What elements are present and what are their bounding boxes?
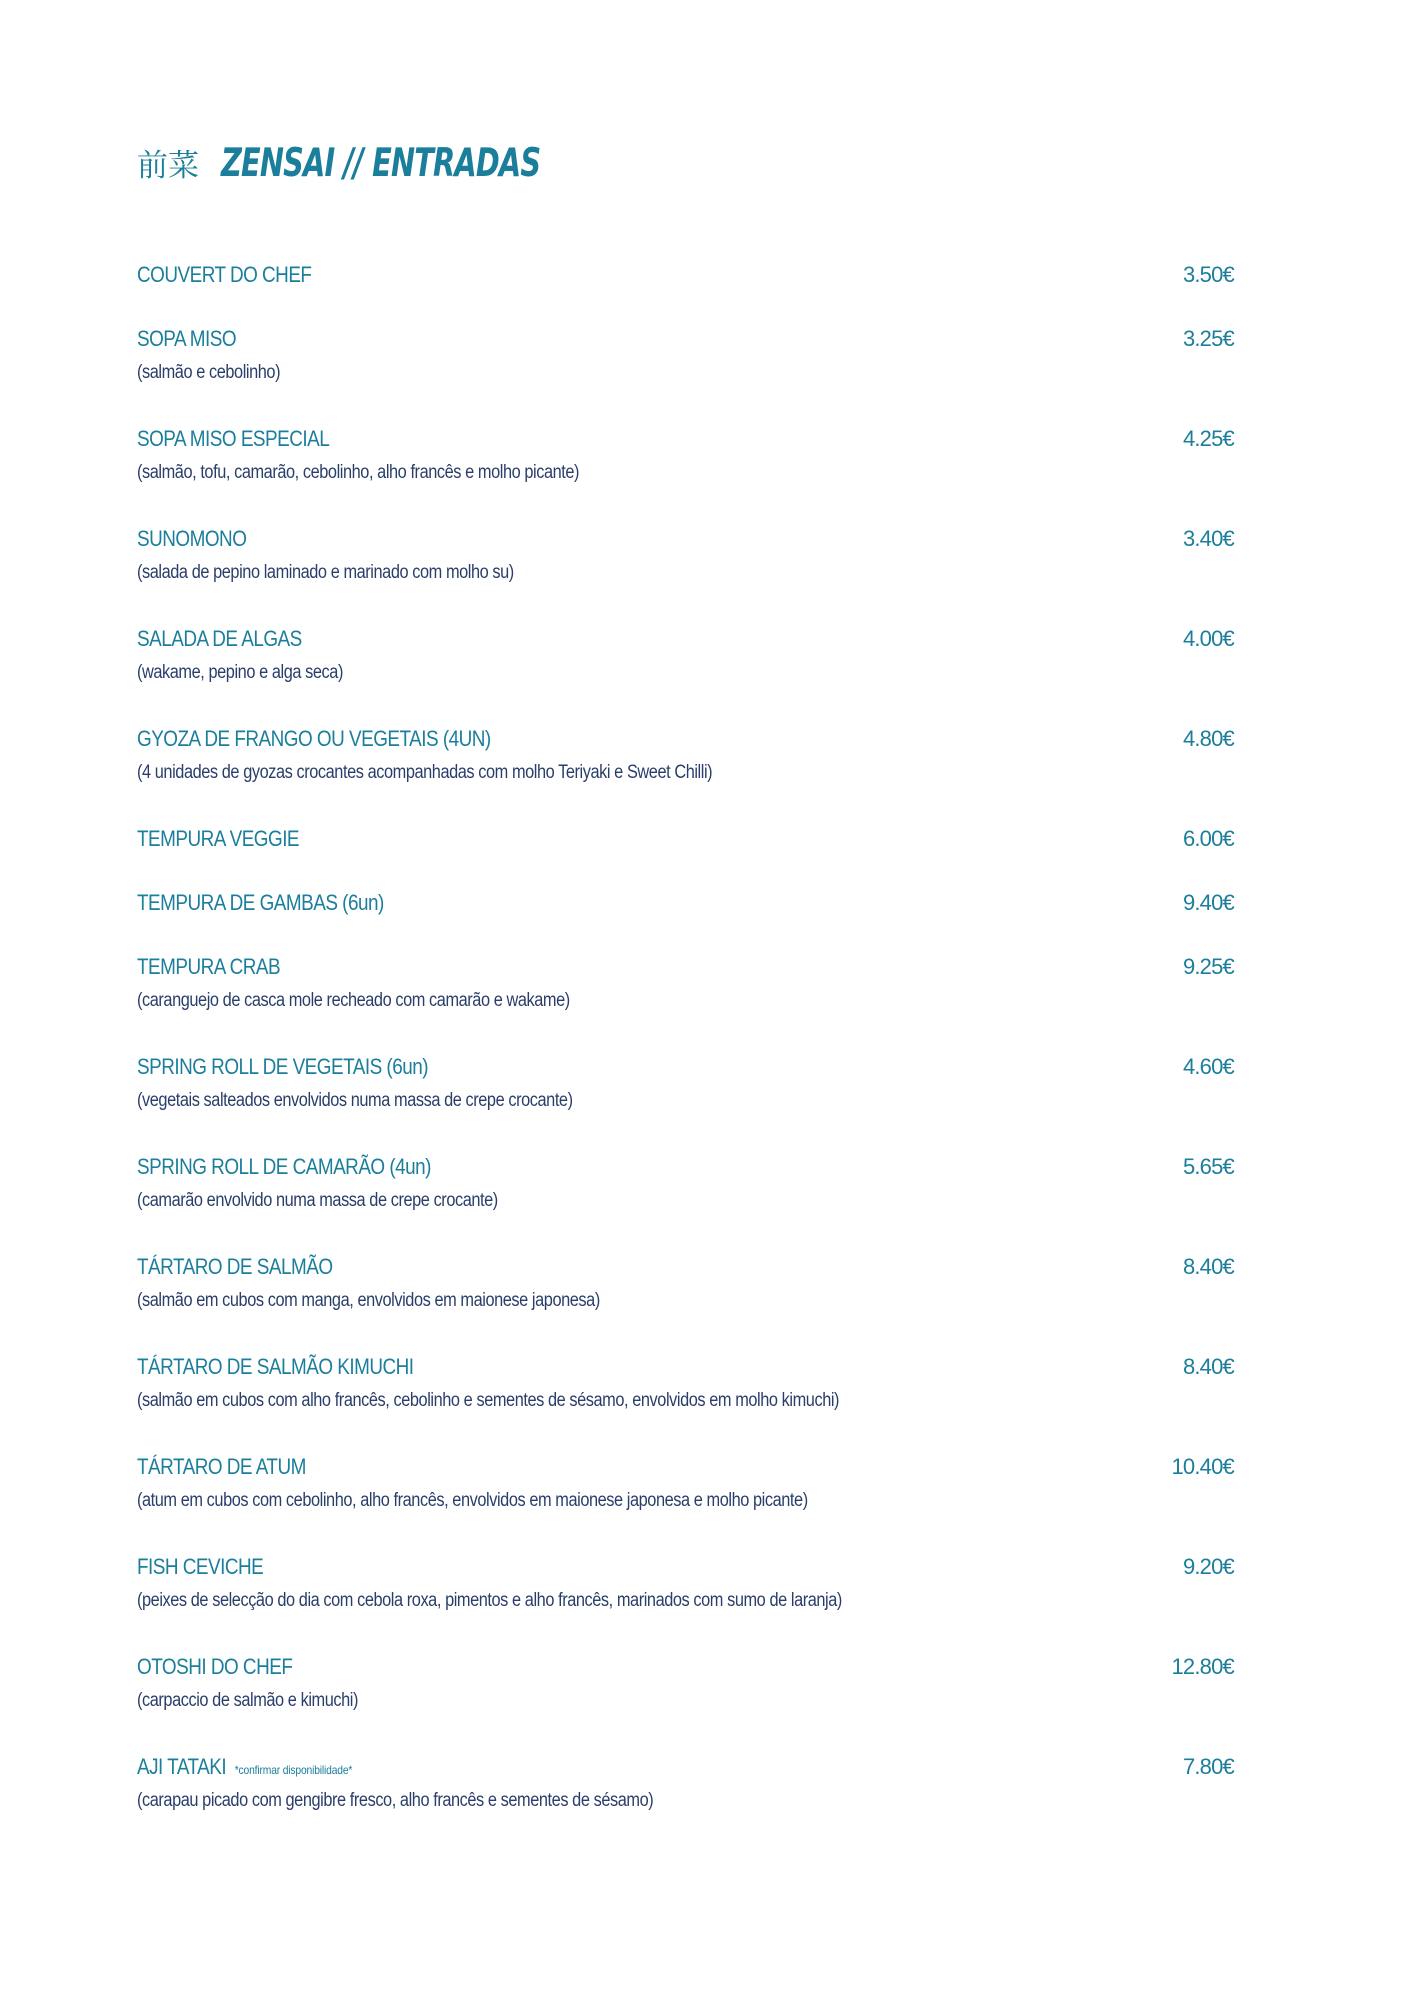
item-description: (salmão, tofu, camarão, cebolinho, alho francês e molho picante) <box>137 462 580 483</box>
item-name: TEMPURA VEGGIE <box>137 826 300 851</box>
item-name: GYOZA DE FRANGO OU VEGETAIS (4UN) <box>137 726 491 751</box>
item-price: 3.50€ <box>1182 262 1234 287</box>
item-description: (salmão em cubos com alho francês, cebolinho e sementes de sésamo, envolvidos em molho kimuchi) <box>137 1390 840 1411</box>
item-name: FISH CEVICHE <box>137 1554 264 1579</box>
item-description: (atum em cubos com cebolinho, alho francês, envolvidos em maionese japonesa e molho picante) <box>137 1490 808 1511</box>
item-description: (wakame, pepino e alga seca) <box>137 662 343 683</box>
item-price: 9.25€ <box>1182 954 1234 979</box>
item-name: SUNOMONO <box>137 526 247 551</box>
item-price: 4.00€ <box>1182 626 1234 651</box>
item-price: 4.25€ <box>1182 426 1234 451</box>
item-price: 3.25€ <box>1182 326 1234 351</box>
item-price: 6.00€ <box>1182 826 1234 851</box>
section-heading <box>137 140 610 200</box>
item-name: COUVERT DO CHEF <box>137 262 312 287</box>
item-description: (camarão envolvido numa massa de crepe crocante) <box>137 1190 498 1211</box>
item-description: (carapau picado com gengibre fresco, alho francês e sementes de sésamo) <box>137 1790 654 1811</box>
item-description: (salmão em cubos com manga, envolvidos em maionese japonesa) <box>137 1290 600 1311</box>
item-name: TEMPURA DE GAMBAS (6un) <box>137 890 384 915</box>
item-price: 4.80€ <box>1182 726 1234 751</box>
item-price: 10.40€ <box>1171 1454 1234 1479</box>
item-price: 8.40€ <box>1182 1254 1234 1279</box>
availability-note: *confirmar disponibilidade* <box>234 1763 353 1777</box>
heading-kanji: 前菜 <box>137 148 199 184</box>
item-price: 12.80€ <box>1171 1654 1234 1679</box>
heading-title: ZENSAI // ENTRADAS <box>221 141 541 186</box>
item-name: OTOSHI DO CHEF <box>137 1654 293 1679</box>
item-description: (carpaccio de salmão e kimuchi) <box>137 1690 358 1711</box>
item-price: 9.20€ <box>1182 1554 1234 1579</box>
item-name: SOPA MISO <box>137 326 237 351</box>
item-price: 5.65€ <box>1182 1154 1234 1179</box>
item-description: (4 unidades de gyozas crocantes acompanhadas com molho Teriyaki e Sweet Chilli) <box>137 762 713 783</box>
item-name: SALADA DE ALGAS <box>137 626 302 651</box>
item-price: 9.40€ <box>1182 890 1234 915</box>
item-name: TÁRTARO DE ATUM <box>137 1454 306 1479</box>
item-price: 4.60€ <box>1182 1054 1234 1079</box>
item-description: (salmão e cebolinho) <box>137 362 281 383</box>
item-price: 3.40€ <box>1182 526 1234 551</box>
item-name: SPRING ROLL DE VEGETAIS (6un) <box>137 1054 429 1079</box>
item-name: TÁRTARO DE SALMÃO <box>137 1254 333 1279</box>
item-name <box>137 1754 352 1780</box>
item-name: SOPA MISO ESPECIAL <box>137 426 330 451</box>
item-description: (vegetais salteados envolvidos numa massa de crepe crocante) <box>137 1090 573 1111</box>
item-description: (caranguejo de casca mole recheado com camarão e wakame) <box>137 990 570 1011</box>
item-name-text: AJI TATAKI <box>137 1754 227 1779</box>
item-price: 7.80€ <box>1182 1754 1234 1779</box>
item-name: TEMPURA CRAB <box>137 954 281 979</box>
item-name: SPRING ROLL DE CAMARÃO (4un) <box>137 1154 431 1179</box>
item-description: (peixes de selecção do dia com cebola roxa, pimentos e alho francês, marinados com sumo de laranja) <box>137 1590 842 1611</box>
item-price: 8.40€ <box>1182 1354 1234 1379</box>
item-description: (salada de pepino laminado e marinado com molho su) <box>137 562 514 583</box>
item-name: TÁRTARO DE SALMÃO KIMUCHI <box>137 1354 414 1379</box>
